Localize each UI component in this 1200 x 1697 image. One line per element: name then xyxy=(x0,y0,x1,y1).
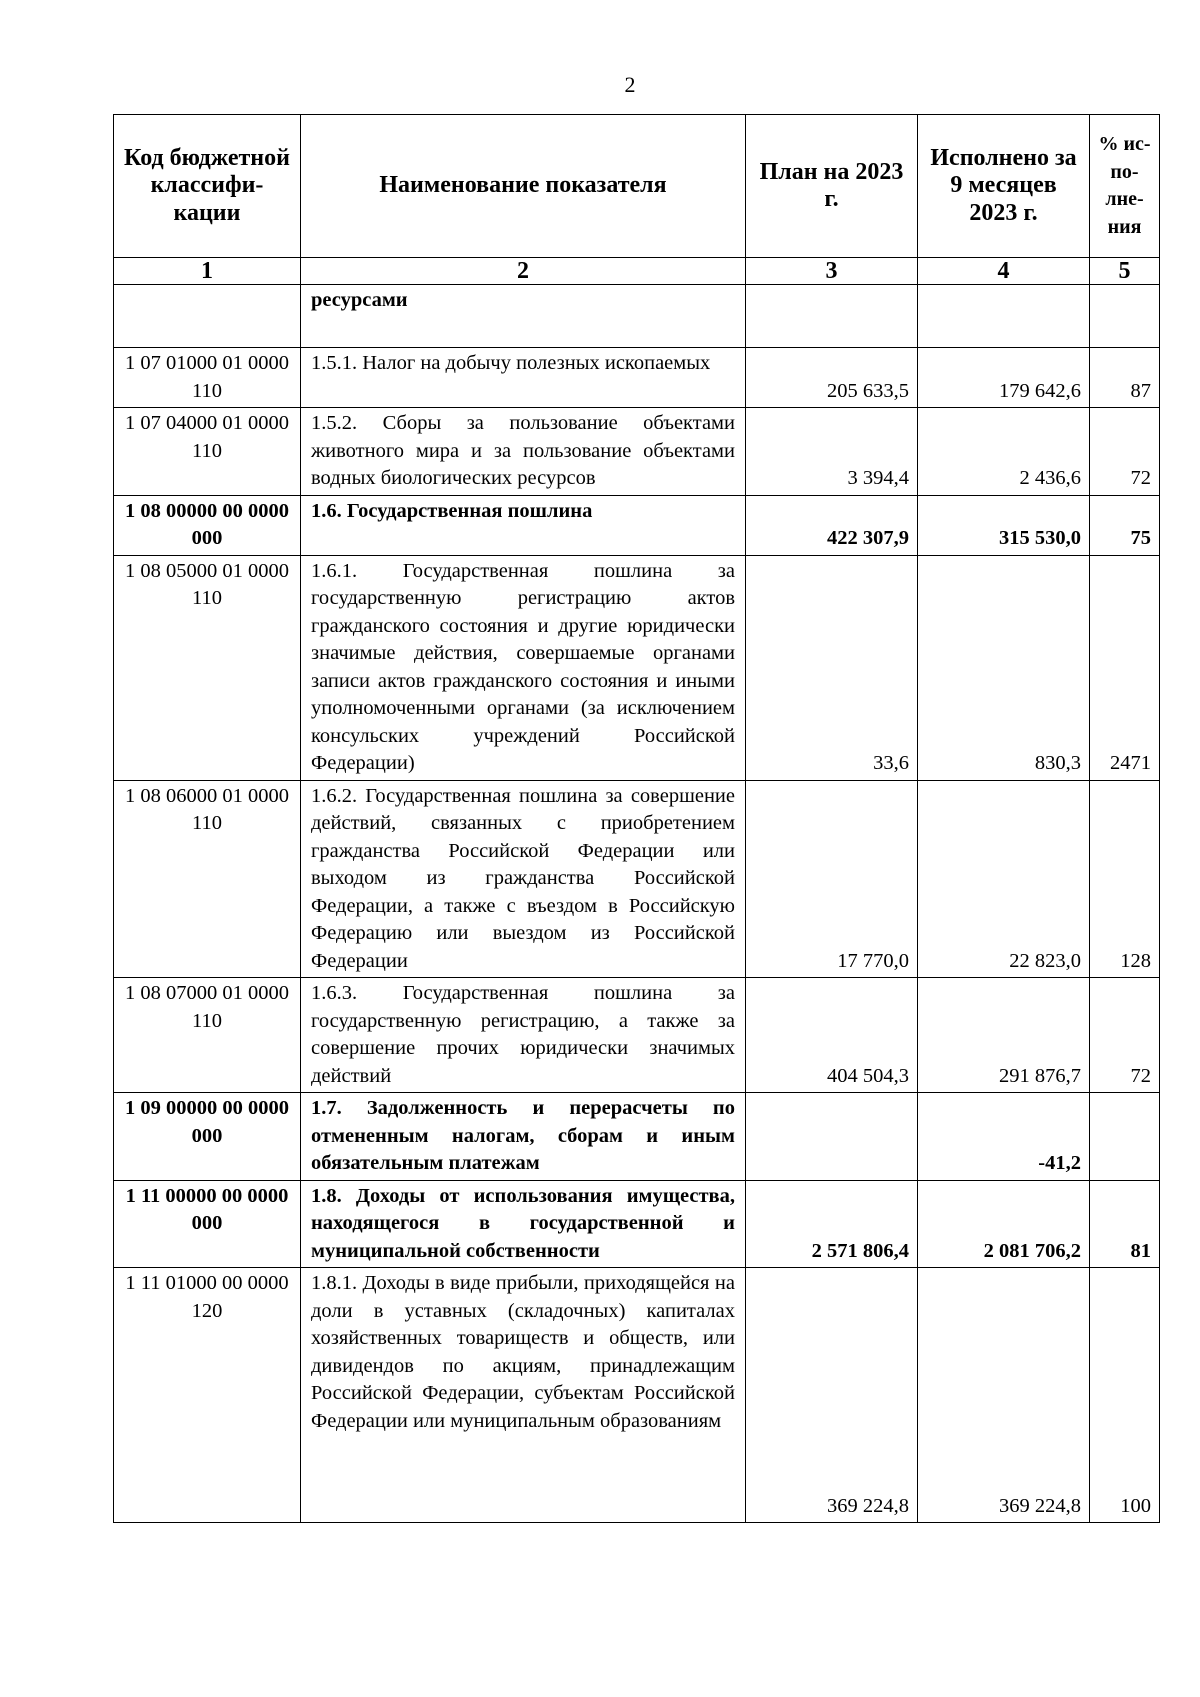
table-row xyxy=(114,1093,1160,1181)
row-executed-cell: 2 436,6 xyxy=(918,408,1090,496)
row-name-cell: 1.6.2. Государственная пошлина за совершение действий, связанных с приобретением гражданства Российской Федерации или выходом из гражданства Российской Федерации, а также с въездом в Российскую Федерацию или выездом из Российской Федерации xyxy=(301,780,746,978)
row-name-cell: 1.8.1. Доходы в виде прибыли, приходящейся на доли в уставных (складочных) капиталах хозяйственных товариществ и обществ, или дивидендов по акциям, принадлежащим Российской Федерации, субъектам Российской Федерации или муниципальным образованиям xyxy=(301,1268,746,1523)
row-executed-cell: 315 530,0 xyxy=(918,495,1090,555)
row-name-cell: ресурсами xyxy=(301,285,746,348)
row-code-cell: 1 08 07000 01 0000 110 xyxy=(114,978,301,1093)
row-plan-cell: 2 571 806,4 xyxy=(746,1180,918,1268)
row-name-cell: 1.6. Государственная пошлина xyxy=(301,495,746,555)
row-executed-cell: 179 642,6 xyxy=(918,348,1090,408)
row-percent-cell xyxy=(1090,285,1160,348)
column-number: 3 xyxy=(746,258,918,285)
table-row xyxy=(114,555,1160,780)
column-number: 1 xyxy=(114,258,301,285)
row-plan-cell: 17 770,0 xyxy=(746,780,918,978)
column-number: 2 xyxy=(301,258,746,285)
row-percent-cell: 87 xyxy=(1090,348,1160,408)
row-executed-cell: 291 876,7 xyxy=(918,978,1090,1093)
table-row xyxy=(114,285,1160,348)
row-code-cell: 1 09 00000 00 0000 000 xyxy=(114,1093,301,1181)
row-name-cell: 1.5.2. Сборы за пользование объектами животного мира и за пользование объектами водных биологических ресурсов xyxy=(301,408,746,496)
row-executed-cell: -41,2 xyxy=(918,1093,1090,1181)
row-executed-cell xyxy=(918,285,1090,348)
row-executed-cell: 22 823,0 xyxy=(918,780,1090,978)
row-percent-cell: 2471 xyxy=(1090,555,1160,780)
row-name-cell: 1.6.3. Государственная пошлина за государственную регистрацию, а также за совершение прочих юридически значимых действий xyxy=(301,978,746,1093)
row-code-cell: 1 11 00000 00 0000 000 xyxy=(114,1180,301,1268)
row-plan-cell: 404 504,3 xyxy=(746,978,918,1093)
header-name: Наименование показателя xyxy=(301,115,746,258)
table-row xyxy=(114,348,1160,408)
row-code-cell: 1 07 04000 01 0000 110 xyxy=(114,408,301,496)
header-executed: Исполнено за 9 месяцев 2023 г. xyxy=(918,115,1090,258)
row-plan-cell: 369 224,8 xyxy=(746,1268,918,1523)
row-code-cell: 1 11 01000 00 0000 120 xyxy=(114,1268,301,1523)
row-percent-cell: 81 xyxy=(1090,1180,1160,1268)
row-code-cell: 1 07 01000 01 0000 110 xyxy=(114,348,301,408)
row-name-cell: 1.5.1. Налог на добычу полезных ископаемых xyxy=(301,348,746,408)
table-row xyxy=(114,495,1160,555)
table-header-row xyxy=(114,115,1160,258)
table-row xyxy=(114,978,1160,1093)
row-code-cell xyxy=(114,285,301,348)
row-plan-cell: 33,6 xyxy=(746,555,918,780)
row-percent-cell: 75 xyxy=(1090,495,1160,555)
row-name-cell: 1.7. Задолженность и перерасчеты по отмененным налогам, сборам и иным обязательным платежам xyxy=(301,1093,746,1181)
row-percent-cell: 100 xyxy=(1090,1268,1160,1523)
row-code-cell: 1 08 06000 01 0000 110 xyxy=(114,780,301,978)
row-plan-cell xyxy=(746,1093,918,1181)
table-row xyxy=(114,1180,1160,1268)
row-percent-cell xyxy=(1090,1093,1160,1181)
page-number: 2 xyxy=(624,72,636,97)
column-number: 5 xyxy=(1090,258,1160,285)
header-plan: План на 2023 г. xyxy=(746,115,918,258)
row-plan-cell: 205 633,5 xyxy=(746,348,918,408)
column-number-row xyxy=(114,258,1160,285)
header-percent: % ис-по-лне-ния xyxy=(1090,115,1160,258)
header-code: Код бюджетной классифи-кации xyxy=(114,115,301,258)
table-row xyxy=(114,1268,1160,1523)
row-plan-cell: 422 307,9 xyxy=(746,495,918,555)
row-executed-cell: 2 081 706,2 xyxy=(918,1180,1090,1268)
row-percent-cell: 72 xyxy=(1090,978,1160,1093)
budget-execution-table xyxy=(113,114,1160,1523)
row-percent-cell: 128 xyxy=(1090,780,1160,978)
table-row xyxy=(114,408,1160,496)
row-plan-cell: 3 394,4 xyxy=(746,408,918,496)
row-code-cell: 1 08 00000 00 0000 000 xyxy=(114,495,301,555)
row-code-cell: 1 08 05000 01 0000 110 xyxy=(114,555,301,780)
row-executed-cell: 369 224,8 xyxy=(918,1268,1090,1523)
row-executed-cell: 830,3 xyxy=(918,555,1090,780)
row-name-cell: 1.6.1. Государственная пошлина за государственную регистрацию актов гражданского состояния и другие юридически значимые действия, совершаемые органами записи актов гражданского состояния и иными уполномоченными органами (за исключением консульских учреждений Российской Федерации) xyxy=(301,555,746,780)
row-plan-cell xyxy=(746,285,918,348)
row-percent-cell: 72 xyxy=(1090,408,1160,496)
column-number: 4 xyxy=(918,258,1090,285)
row-name-cell: 1.8. Доходы от использования имущества, находящегося в государственной и муниципальной собственности xyxy=(301,1180,746,1268)
table-row xyxy=(114,780,1160,978)
